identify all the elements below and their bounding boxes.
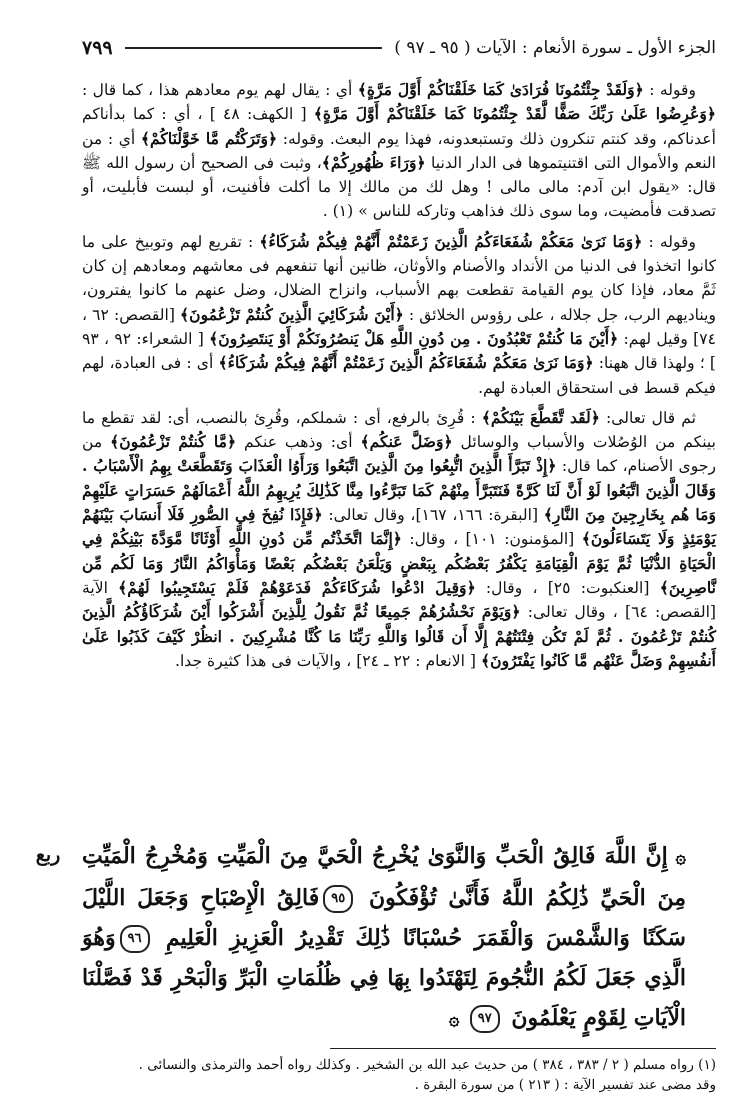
commentary-text: [82, 78, 716, 679]
verse-end-ornament: ۞: [448, 1009, 466, 1030]
page-number: ٧٩٩: [82, 37, 113, 59]
commentary-span: ، وثبت فى الصحيح أن رسول الله ﷺ قال: «يقول ابن آدم: مالى مالى ! وهل لك من مالك إلا ما أكلت فأفنيت، أو لبست فأبليت، أو تصدقت فأمضيت، وما سوى ذلك فذاهب وتاركه للناس » (١) .: [82, 153, 716, 221]
commentary-span: أى: وذهب عنكم: [236, 433, 361, 452]
commentary-span: [ الكهف: ٤٨ ] ، أي : كما بدأناكم أعدناكم، وقد كنتم تنكرون ذلك وتستبعدونه، فهذا يوم البعث. وقوله:: [82, 105, 716, 148]
footnote-rule: [330, 1048, 716, 1049]
quran-quote: ﴿وَتَرَكْتُم مَّا خَوَّلْنَاكُمْ﴾: [140, 128, 278, 148]
commentary-span: الآية [القصص: ٦٤] ، وقال تعالى:: [82, 578, 716, 622]
quran-quote: ﴿لَقَد تَّقَطَّعَ بَيْنَكُمْ﴾: [481, 407, 600, 427]
verse-text: إِنَّ اللَّهَ فَالِقُ الْحَبِّ وَالنَّوَىٰ يُخْرِجُ الْحَيَّ مِنَ الْمَيِّتِ وَمُخْرِجُ الْمَيِّتِ مِنَ الْحَيِّ ذَٰلِكُمُ اللَّهُ فَأَنَّىٰ تُؤْفَكُونَ: [82, 843, 686, 911]
quran-quote: ﴿وَعُرِضُوا عَلَىٰ رَبِّكَ صَفًّا لَّقَدْ جِئْتُمُونَا كَمَا خَلَقْنَاكُمْ أَوَّلَ مَرَّةٍ﴾: [313, 104, 717, 124]
footnote-line: (١) رواه مسلم ( ٢ / ٣٨٣ ، ٣٨٤ ) من حديث عبد الله بن الشخير . وكذلك رواه أحمد والترمذى والنسائى .: [138, 1057, 716, 1073]
commentary-span: [ الانعام : ٢٢ ـ ٢٤] ، والآيات فى هذا كثيرة جدا.: [174, 651, 481, 670]
quran-quote: ﴿وَضَلَّ عَنكُم﴾: [360, 432, 453, 452]
verse-text: فَالِقُ الْإِصْبَاحِ وَجَعَلَ اللَّيْلَ سَكَنًا وَالشَّمْسَ وَالْقَمَرَ حُسْبَانًا ذَٰلِكَ تَقْدِيرُ الْعَزِيزِ الْعَلِيمِ: [82, 885, 686, 951]
quran-quote: ﴿وَرَاءَ ظُهُورِكُمْ﴾: [321, 152, 426, 172]
quran-quote: ﴿مَّا كُنتُمْ تَزْعُمُونَ﴾: [110, 432, 237, 452]
quran-quote: ﴿أَيْنَ شُرَكَائِيَ الَّذِينَ كُنتُمْ تَزْعُمُونَ﴾: [180, 304, 404, 324]
quran-quote: ﴿وَمَا نَرَىٰ مَعَكُمْ شُفَعَاءَكُمُ الَّذِينَ زَعَمْتُمْ أَنَّهُمْ فِيكُمْ شُرَكَاءُ﴾: [259, 231, 643, 251]
quarter-mark: ربع: [35, 844, 61, 866]
quran-quote: ﴿أَيْنَ مَا كُنتُمْ تَعْبُدُونَ . مِن دُونِ اللَّهِ هَلْ يَنصُرُونَكُمْ أَوْ يَنتَصِرُونَ﴾: [209, 328, 619, 348]
footnote-line: وقد مضى عند تفسير الآية : ( ٢١٣ ) من سورة البقرة .: [414, 1077, 716, 1093]
commentary-span: [القصص: ٦٢ ، ٧٤] وقيل لهم:: [82, 305, 716, 348]
verse-text: وَهُوَ الَّذِي جَعَلَ لَكُمُ النُّجُومَ لِتَهْتَدُوا بِهَا فِي ظُلُمَاتِ الْبَرِّ وَالْبَحْرِ قَدْ فَصَّلْنَا الْآيَاتِ لِقَوْمٍ يَعْلَمُونَ: [82, 925, 686, 1031]
commentary-span: أي : يقال لهم يوم معادهم هذا ، كما قال :: [82, 81, 358, 99]
commentary-paragraph: [82, 78, 716, 224]
commentary-span: : قُرِئ بالرفع، أى : شملكم، وقُرِئ بالنصب، أى: لقد تقطع ما بينكم من الوُصُلات والأسباب والوسائل: [82, 408, 716, 452]
verse-number-marker: ٩٧: [470, 1005, 500, 1033]
quran-quote: ﴿فَإِذَا نُفِخَ فِي الصُّورِ فَلَا أَنسَابَ بَيْنَهُمْ يَوْمَئِذٍ وَلَا يَتَسَاءَلُونَ﴾: [82, 505, 716, 549]
quran-quote: ﴿إِنَّمَا اتَّخَذْتُم مِّن دُونِ اللَّهِ أَوْثَانًا مَّوَدَّةَ بَيْنِكُمْ فِي الْحَيَاةِ الدُّنْيَا ثُمَّ يَوْمَ الْقِيَامَةِ يَكْفُرُ بَعْضُكُم بِبَعْضٍ وَيَلْعَنُ بَعْضُكُم بَعْضًا وَمَأْوَاكُمُ النَّارُ وَمَا لَكُم مِّن نَّاصِرِينَ﴾: [82, 529, 716, 597]
quran-quote: ﴿وَيَوْمَ نَحْشُرُهُمْ جَمِيعًا ثُمَّ نَقُولُ لِلَّذِينَ أَشْرَكُوا أَيْنَ شُرَكَاؤُكُمُ الَّذِينَ كُنتُمْ تَزْعُمُونَ . ثُمَّ لَمْ تَكُن فِتْنَتُهُمْ إِلَّا أَن قَالُوا وَاللَّهِ رَبِّنَا مَا كُنَّا مُشْرِكِينَ . انظُرْ كَيْفَ كَذَبُوا عَلَىٰ أَنفُسِهِمْ وَضَلَّ عَنْهُم مَّا كَانُوا يَفْتَرُونَ﴾: [82, 602, 716, 670]
quran-quote: ﴿إِذْ تَبَرَّأَ الَّذِينَ اتُّبِعُوا مِنَ الَّذِينَ اتَّبَعُوا وَرَأَوُا الْعَذَابَ وَتَقَطَّعَتْ بِهِمُ الْأَسْبَابُ . وَقَالَ الَّذِينَ اتَّبَعُوا لَوْ أَنَّ لَنَا كَرَّةً فَنَتَبَرَّأَ مِنْهُمْ كَمَا تَبَرَّءُوا مِنَّا كَذَٰلِكَ يُرِيهِمُ اللَّهُ أَعْمَالَهُمْ حَسَرَاتٍ عَلَيْهِمْ وَمَا هُم بِخَارِجِينَ مِنَ النَّارِ﴾: [82, 456, 716, 525]
quran-quote: ﴿وَلَقَدْ جِئْتُمُونَا فُرَادَىٰ كَمَا خَلَقْنَاكُمْ أَوَّلَ مَرَّةٍ﴾: [357, 80, 644, 99]
commentary-span: : تقريع لهم وتوبيخ على ما كانوا اتخذوا فى الدنيا من الأنداد والأصنام والأوثان، ظانين أنها تنفعهم فى معاشهم ومعادهم إن كان ثَمَّ معاد، فإذا كان يوم القيامة تقطعت بهم الأسباب، وانزاح الضلال، وضل عنهم ما كانوا يفترون، ويناديهم الرب، جل جلاله ، على رؤوس الخلائق :: [82, 232, 716, 324]
commentary-span: من رجوى الأصنام، كما قال:: [82, 433, 716, 476]
commentary-span: [المؤمنون: ١٠١] ، وقال:: [401, 530, 582, 549]
running-title: الجزء الأول ـ سورة الأنعام : الآيات ( ٩٥ ـ ٩٧ ): [394, 38, 716, 58]
commentary-span: [العنكبوت: ٢٥] ، وقال:: [475, 578, 660, 597]
verse-start-ornament: ۞: [667, 847, 686, 868]
verse-number-marker: ٩٦: [120, 925, 150, 953]
header-rule: [125, 47, 383, 49]
commentary-span: [ الشعراء: ٩٢ ، ٩٣ ] ؛ ولهذا قال ههنا:: [82, 329, 717, 373]
quran-quote: ﴿وَمَا نَرَىٰ مَعَكُمْ شُفَعَاءَكُمُ الَّذِينَ زَعَمْتُمْ أَنَّهُمْ فِيكُمْ شُرَكَاءُ﴾: [218, 353, 594, 373]
commentary-paragraph: [82, 406, 716, 673]
quran-verses: [82, 836, 686, 1040]
verse-number-marker: ٩٥: [323, 885, 353, 913]
quran-quote: ﴿وَقِيلَ ادْعُوا شُرَكَاءَكُمْ فَدَعَوْهُمْ فَلَمْ يَسْتَجِيبُوا لَهُمْ﴾: [118, 577, 476, 597]
commentary-span: أي : من النعم والأموال التى اقتنيتموها فى الدار الدنيا: [82, 129, 716, 172]
commentary-span: وقوله :: [642, 232, 696, 251]
commentary-paragraph: [82, 230, 716, 400]
commentary-span: ثم قال تعالى:: [599, 408, 696, 427]
commentary-span: أى : فى العبادة، لهم فيكم قسط فى استحقاق العبادة لهم.: [82, 354, 716, 397]
footnotes: [82, 1055, 716, 1095]
commentary-span: [البقرة: ١٦٦، ١٦٧]، وقال تعالى:: [322, 506, 544, 525]
page-header: [82, 34, 716, 62]
commentary-span: وقوله :: [643, 81, 696, 99]
